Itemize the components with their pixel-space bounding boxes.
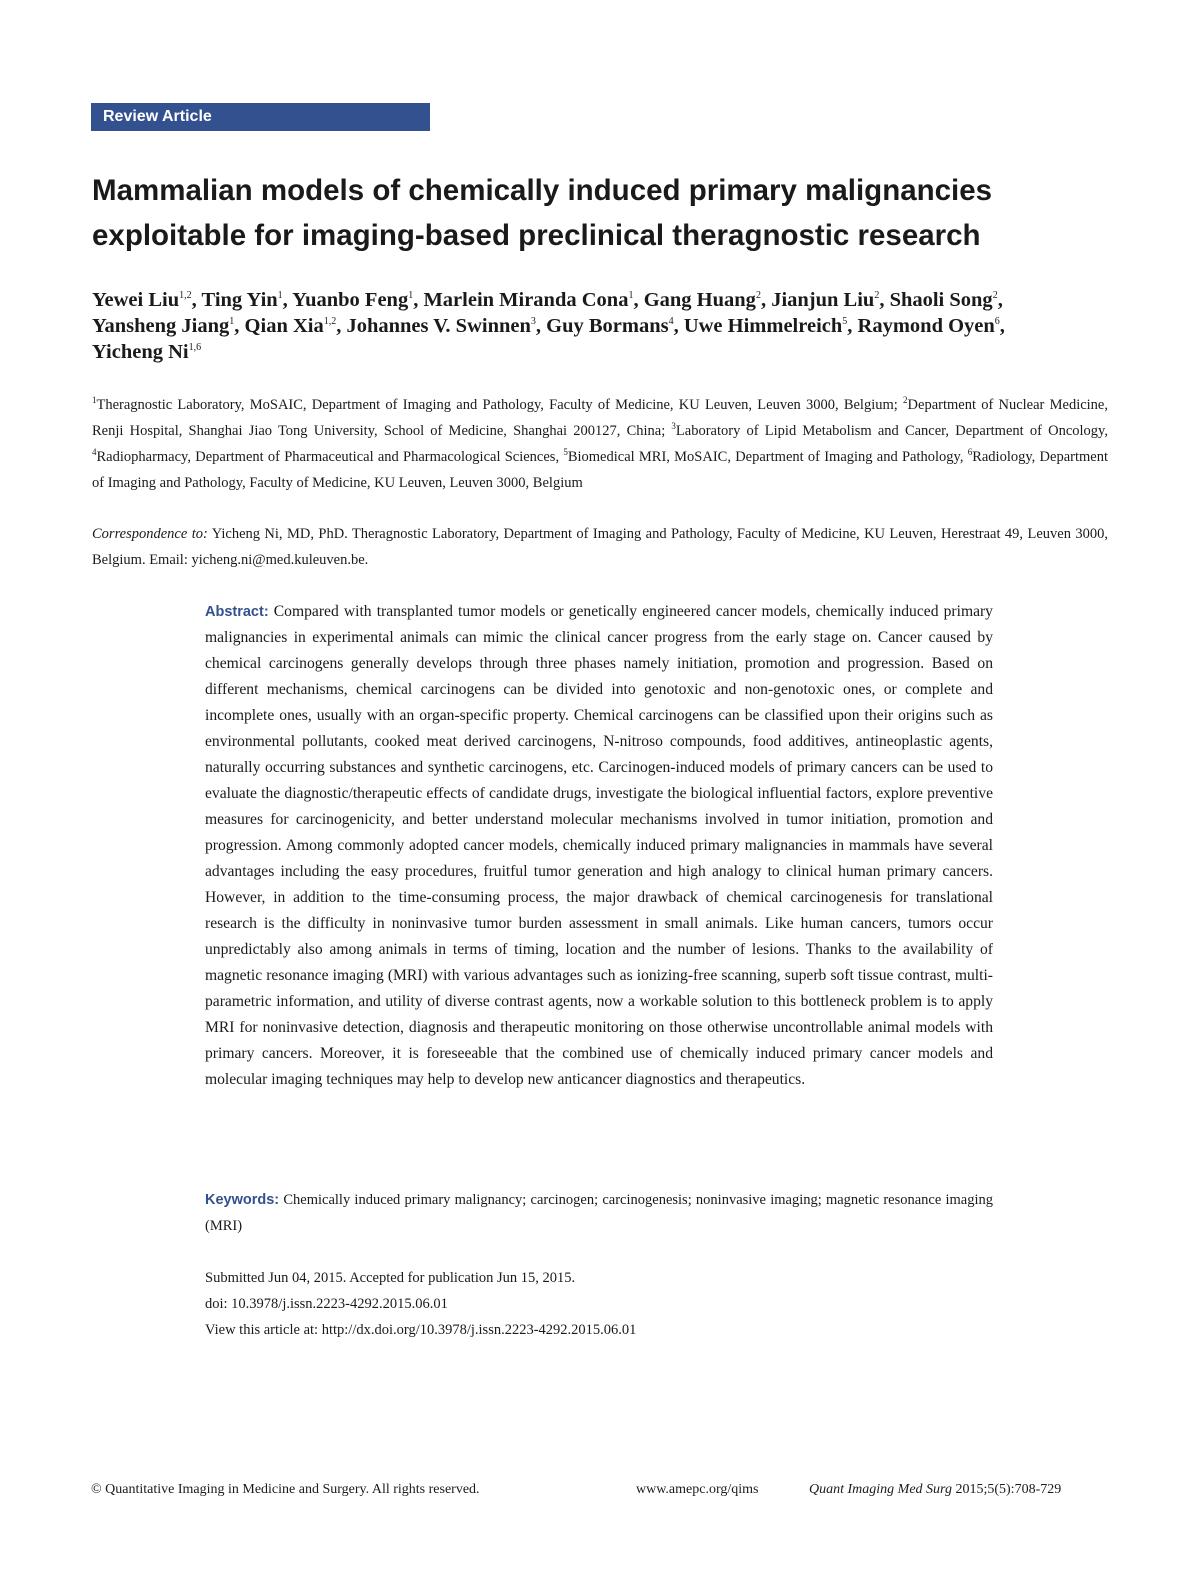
keywords-text: Chemically induced primary malignancy; carcinogen; carcinogenesis; noninvasive imaging; magnetic resonance imaging (MRI) xyxy=(205,1192,994,1234)
author: Yansheng Jiang$^1$, xyxy=(92,315,240,337)
affiliation-text: Radiology, Department of Imaging and Pathology, Faculty of Medicine, KU Leuven, Leuven 3000, Belgium xyxy=(92,449,1108,491)
affiliation-number: 4 xyxy=(92,447,97,458)
author-affiliation-sup: 3 xyxy=(530,316,536,328)
affiliations xyxy=(92,392,1108,496)
author-name: Gang Huang xyxy=(643,289,756,311)
correspondence xyxy=(92,521,1108,573)
author-affiliation-sup: 5 xyxy=(842,316,848,328)
author: Uwe Himmelreich$^5$, xyxy=(683,315,853,337)
author-affiliation-sup: 2 xyxy=(755,290,761,302)
author: Gang Huang$^2$, xyxy=(643,289,767,311)
author-affiliation-sup: 1,6 xyxy=(188,342,202,354)
affiliation-number: 6 xyxy=(967,447,973,458)
article-type-label: Review Article xyxy=(103,108,212,125)
author: Marlein Miranda Cona$^1$, xyxy=(423,289,639,311)
submission-dates: Submitted Jun 04, 2015. Accepted for publication Jun 15, 2015. xyxy=(205,1270,576,1286)
author-name: Marlein Miranda Cona xyxy=(423,289,629,311)
author-affiliation-sup: 1 xyxy=(277,290,283,302)
correspondence-text: Yicheng Ni, MD, PhD. Theragnostic Laboratory, Department of Imaging and Pathology, Faculty of Medicine, KU Leuven, Herestraat 49, Leuven 3000, Belgium. Email: yicheng.ni@med.kuleuven.be. xyxy=(92,526,1108,568)
author-list xyxy=(92,287,1112,365)
author-affiliation-sup: 1 xyxy=(628,290,634,302)
author: Johannes V. Swinnen$^3$, xyxy=(346,315,541,337)
affiliation-number: 3 xyxy=(671,421,676,432)
footer-journal-name: Quant Imaging Med Surg xyxy=(809,1482,952,1497)
author: Jianjun Liu$^2$, xyxy=(771,289,885,311)
footer-citation xyxy=(809,1478,1061,1502)
author: Shaoli Song$^2$, xyxy=(889,289,1003,311)
author-affiliation-sup: 2 xyxy=(874,290,880,302)
footer-website-link[interactable]: www.amepc.org/qims xyxy=(636,1482,759,1497)
author-affiliation-sup: 1 xyxy=(229,316,235,328)
author-affiliation-sup: 2 xyxy=(992,290,998,302)
author-name: Yansheng Jiang xyxy=(92,315,230,337)
author-name: Qian Xia xyxy=(244,315,324,337)
article-meta xyxy=(205,1265,993,1343)
author-name: Shaoli Song xyxy=(889,289,993,311)
author-name: Yicheng Ni xyxy=(92,341,189,363)
abstract-label: Abstract: xyxy=(205,604,269,620)
abstract-text: Compared with transplanted tumor models or genetically engineered cancer models, chemically induced primary malignancies in experimental animals can mimic the clinical cancer progress from the early stage on. Cancer caused by chemical carcinogens generally develops through three phases namely initiation, promotion and progression. Based on different mechanisms, chemical carcinogens can be divided into genotoxic and non-genotoxic ones, or complete and incomplete ones, usually with an organ-specific property. Chemical carcinogens can be classified upon their origins such as environmental pollutants, cooked meat derived carcinogens, N-nitroso compounds, food additives, antineoplastic agents, naturally occurring substances and synthetic carcinogens, etc. Carcinogen-induced models of primary cancers can be used to evaluate the diagnostic/therapeutic effects of candidate drugs, investigate the biological influential factors, explore preventive measures for carcinogenicity, and better understand molecular mechanisms involved in tumor initiation, promotion and progression. Among commonly adopted cancer models, chemically induced primary malignancies in mammals have several advantages including the easy procedures, fruitful tumor generation and high analogy to clinical human primary cancers. However, in addition to the time-consuming process, the major drawback of chemical carcinogenesis for translational research is the difficulty in noninvasive tumor burden assessment in small animals. Like human cancers, tumors occur unpredictably also among animals in terms of timing, location and the number of lesions. Thanks to the availability of magnetic resonance imaging (MRI) with various advantages such as ionizing-free scanning, superb soft tissue contrast, multi-parametric information, and utility of diverse contrast agents, now a workable solution to this bottleneck problem is to apply MRI for noninvasive detection, diagnosis and therapeutic monitoring on those otherwise uncontrollable animal models with primary cancers. Moreover, it is foreseeable that the combined use of chemically induced primary cancer models and molecular imaging techniques may help to develop new anticancer diagnostics and therapeutics. xyxy=(205,603,993,1088)
footer-copyright: © Quantitative Imaging in Medicine and Surgery. All rights reserved. xyxy=(91,1482,480,1497)
author xyxy=(92,341,201,363)
author-name: Ting Yin xyxy=(201,289,278,311)
author-name: Yuanbo Feng xyxy=(292,289,409,311)
author: Yewei Liu$^{1,2}$, xyxy=(92,289,197,311)
affiliation-number: 1 xyxy=(92,395,97,406)
correspondence-label: Correspondence to: xyxy=(92,526,208,542)
article-title: Mammalian models of chemically induced primary malignancies exploitable for imaging-based preclinical theragnostic research xyxy=(92,174,993,252)
keywords-label: Keywords: xyxy=(205,1192,280,1208)
author-name: Yewei Liu xyxy=(92,289,180,311)
author-affiliation-sup: 6 xyxy=(994,316,1000,328)
affiliation-text: Department of Nuclear Medicine, Renji Hospital, Shanghai Jiao Tong University, School of Medicine, Shanghai 200127, China; xyxy=(92,397,1108,439)
doi-line[interactable]: doi: 10.3978/j.issn.2223-4292.2015.06.01 xyxy=(205,1296,448,1312)
author-name: Uwe Himmelreich xyxy=(683,315,843,337)
author-affiliation-sup: 1 xyxy=(408,290,414,302)
article-type-banner xyxy=(91,103,430,131)
footer-citation-detail: 2015;5(5):708-729 xyxy=(955,1482,1062,1497)
author-name: Guy Bormans xyxy=(546,315,669,337)
author: Raymond Oyen$^6$, xyxy=(857,315,1005,337)
author-affiliation-sup: 1,2 xyxy=(179,290,192,302)
affiliation-text: Theragnostic Laboratory, MoSAIC, Department of Imaging and Pathology, Faculty of Medicine, KU Leuven, Leuven 3000, Belgium; xyxy=(96,397,904,413)
author-affiliation-sup: 4 xyxy=(668,316,674,328)
author-affiliation-sup: 1,2 xyxy=(323,316,337,328)
author-name: Jianjun Liu xyxy=(771,289,875,311)
author: Yuanbo Feng$^1$, xyxy=(292,289,419,311)
abstract xyxy=(205,599,993,1093)
view-article-link[interactable]: View this article at: http://dx.doi.org/10.3978/j.issn.2223-4292.2015.06.01 xyxy=(205,1322,637,1338)
affiliation-text: Biomedical MRI, MoSAIC, Department of Imaging and Pathology, xyxy=(567,449,968,465)
affiliation-number: 2 xyxy=(903,395,908,406)
affiliation-text: Radiopharmacy, Department of Pharmaceutical and Pharmacological Sciences, xyxy=(96,449,564,465)
author: Ting Yin$^1$, xyxy=(201,289,288,311)
author: Qian Xia$^{1,2}$, xyxy=(244,315,342,337)
affiliation-number: 5 xyxy=(563,447,568,458)
affiliation-text: Laboratory of Lipid Metabolism and Cancer, Department of Oncology, xyxy=(675,423,1108,439)
author: Guy Bormans$^4$, xyxy=(546,315,679,337)
author-name: Raymond Oyen xyxy=(857,315,995,337)
keywords xyxy=(205,1187,993,1239)
author-name: Johannes V. Swinnen xyxy=(346,315,531,337)
